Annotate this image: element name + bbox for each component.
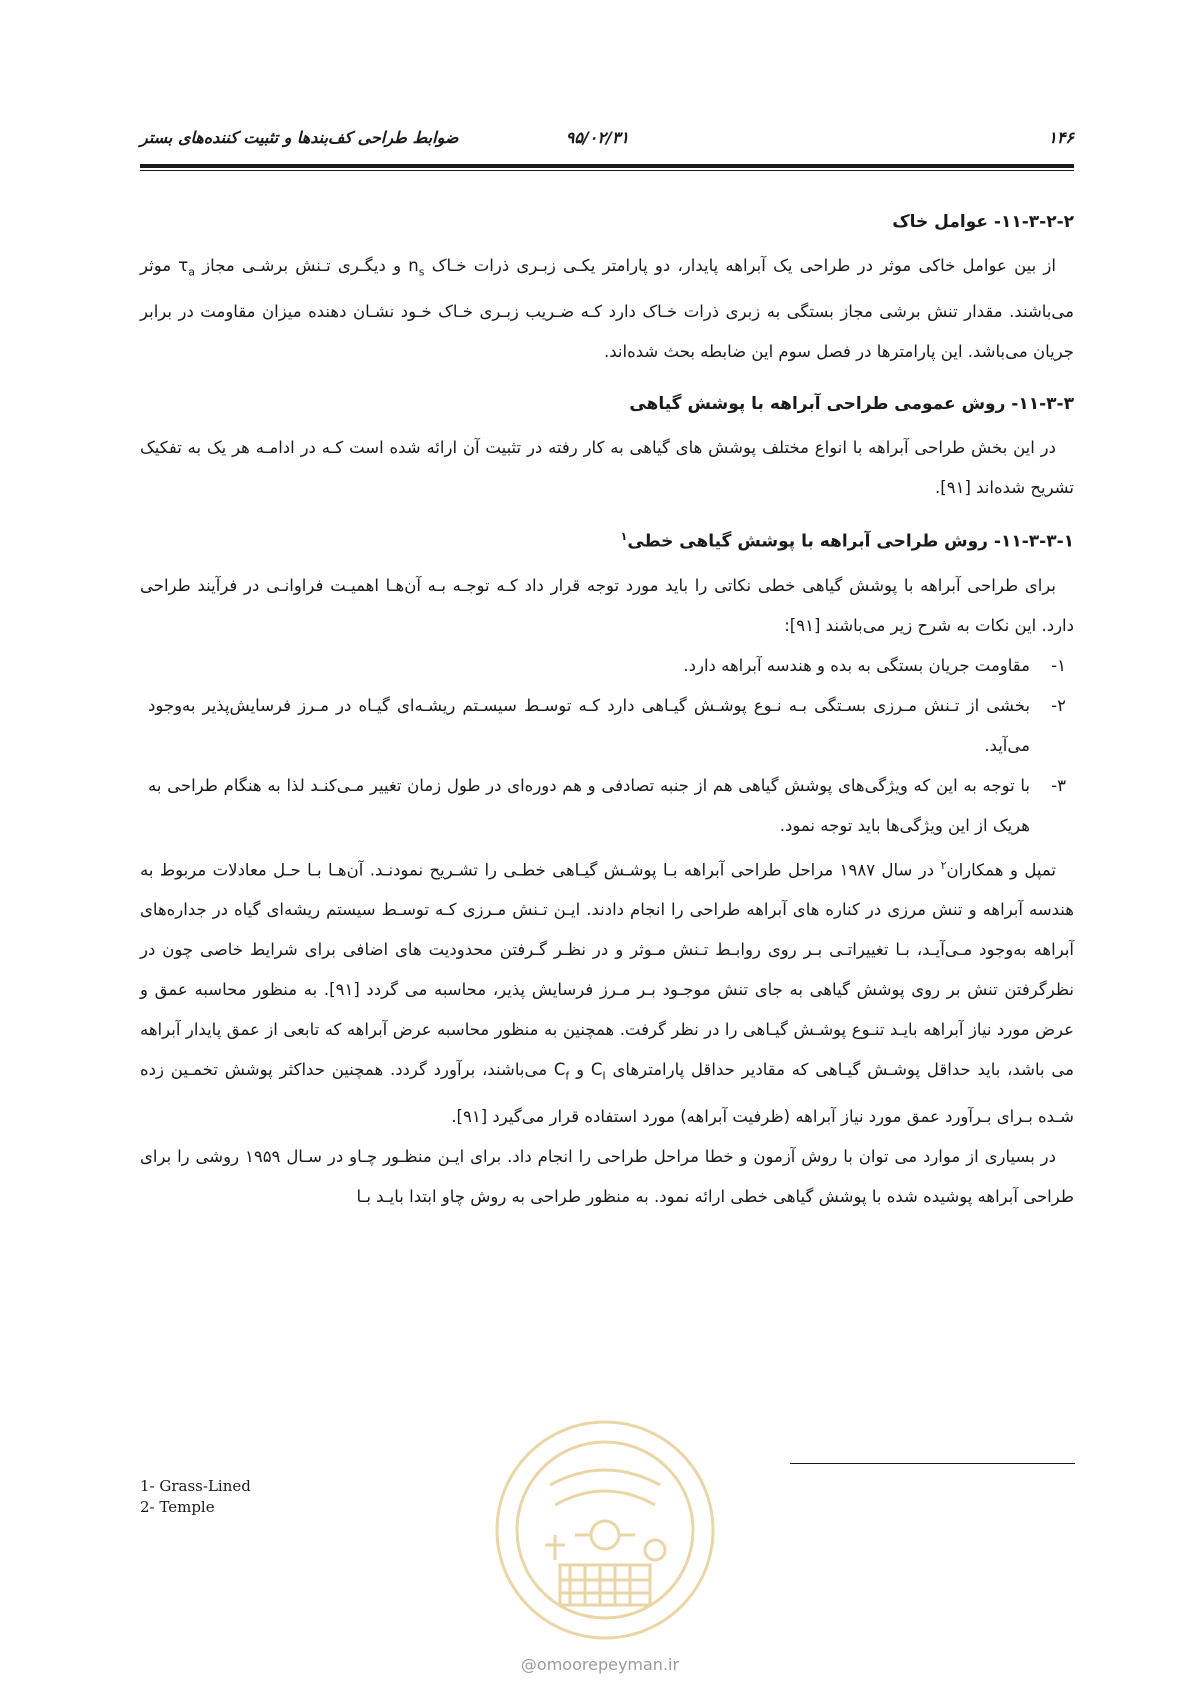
symbol-tau-a: $\tau_a$ bbox=[178, 256, 195, 279]
symbol-ns: $n_s$ bbox=[408, 256, 425, 279]
watermark-text: @omoorepeyman.ir bbox=[520, 1655, 680, 1674]
header-date: ۹۵/۰۲/۳۱ bbox=[565, 128, 629, 147]
footnotes bbox=[140, 1476, 251, 1518]
paragraph-grass-lined-intro: برای طراحی آبراهه با پوشش گیاهی خطی نکاتی را باید مورد توجه قرار داد کـه توجـه بـه آن‌هـا اهمیـت فراوانـی در فرآیند طراحی دارد. این نکات به شرح زیر می‌باشند [۹۱]: bbox=[140, 575, 1074, 635]
watermark-seal-icon bbox=[490, 1415, 720, 1645]
section-heading-soil-factors: ۱۱-۳-۲-۲- عوامل خاک bbox=[892, 212, 1074, 232]
header-title: ضوابط طراحی کف‌بندها و تثبیت کننده‌های بستر bbox=[140, 128, 459, 147]
header-rule-thin bbox=[140, 170, 1074, 171]
page-number: ۱۴۶ bbox=[1048, 128, 1074, 147]
footnote-ref-1: ۱ bbox=[620, 530, 628, 544]
paragraph-soil-factors: از بین عوامل خاکی موثر در طراحی یک آبراهه پایدار، دو پارامتر یکـی زبـری ذرات خـاک $n_s$ و دیگـری تـنش برشـی مجاز $\tau_a$ موثر می‌باشند. مقدار تنش برشی مجاز بستگی به زبری ذرات خـاک دارد کـه ضـریب زبـری خـاک خـود نشـان دهنده میزان مقاومت در برابر جریان می‌باشد. این پارامترها در فصل سوم این ضابطه بحث شده‌اند. bbox=[140, 256, 1074, 362]
list-item: ۲- بخشی از تـنش مـرزی بسـتگی بـه نـوع پوشـش گیـاهی دارد کـه توسـط سیسـتم ریشـه‌ای گیـاه در مـرز فرسایش‌پذیر به‌وجود می‌آید. bbox=[148, 695, 1066, 755]
header-rule-thick bbox=[140, 164, 1074, 168]
section-heading-grass-lined: ۱۱-۳-۳-۱- روش طراحی آبراهه با پوشش گیاهی خطی$^۱$ bbox=[620, 530, 1074, 552]
paragraph-temple-method: تمپل و همکاران$^۲$ در سال ۱۹۸۷ مراحل طراحی آبراهه بـا پوشـش گیـاهی خطـی را تشـریح نمودنـد. آن‌هـا بـا حـل معادلات مربوط به هندسه آبراهه و تنش مرزی در کناره های آبراهه طراحی را انجام دادند. ایـن تـنش مـرزی کـه توسـط سیستم ریشه‌ای گیاه در جداره‌های آبراهه به‌وجود مـی‌آیـد، بـا تغییراتـی بـر روی روابـط تـنش مـوثر و در نظـر گـرفتن محدودیت های اضافی برای شرایط خاصی چون در نظرگرفتن تنش بر روی پوشش گیاهی به جای تنش موجـود بـر مـرز فرسایش پذیر، محاسبه می گردد [۹۱]. به منظور محاسبه عمق و عرض مورد نیاز آبراهه بایـد تنـوع پوشـش گیـاهی را در نظر گرفت. همچنین به منظور محاسبه عرض آبراهه که تابعی از عمق پایدار آبراهه می باشد، باید حداقل پوشـش گیـاهی که مقادیر حداقل پارامترهای $C_I$ و $C_f$ می‌باشند، برآورد گردد. همچنین حداکثر پوشش تخمـین زده شـده بـرای بـرآورد عمق مورد نیاز آبراهه (ظرفیت آبراهه) مورد استفاده قرار می‌گیرد [۹۱]. bbox=[140, 858, 1075, 1126]
section-heading-general-method: ۱۱-۳-۳- روش عمومی طراحی آبراهه با پوشش گیاهی bbox=[629, 394, 1074, 415]
page-content bbox=[140, 212, 1074, 1217]
notes-list bbox=[140, 646, 1074, 846]
footnote-rule bbox=[790, 1463, 1075, 1464]
footnote-ref-2: ۲ bbox=[940, 858, 947, 872]
footnote-1: 1- Grass-Lined bbox=[140, 1477, 251, 1495]
symbol-cf: $C_f$ bbox=[553, 1060, 570, 1083]
list-item: ۳- با توجه به این که ویژگی‌های پوشش گیاهی هم از جنبه تصادفی و هم دوره‌ای در طول زمان تغییر مـی‌کنـد لذا به هنگام طراحی به هریک از این ویژگی‌ها باید توجه نمود. bbox=[148, 775, 1066, 835]
symbol-ci: $C_I$ bbox=[590, 1060, 606, 1083]
paragraph-chow-method: در بسیاری از موارد می توان با روش آزمون و خطا مراحل طراحی را انجام داد. برای ایـن منظـور چـاو در سـال ۱۹۵۹ روشی را برای طراحی آبراهه پوشیده شده با پوشش گیاهی خطی ارائه نمود. به منظور طراحی به روش چاو ابتدا بایـد بـا bbox=[140, 1146, 1074, 1206]
list-item: ۱- مقاومت جریان بستگی به بده و هندسه آبراهه دارد. bbox=[683, 655, 1066, 675]
footnote-2: 2- Temple bbox=[140, 1498, 215, 1516]
page-header bbox=[140, 128, 1074, 158]
paragraph-general-method: در این بخش طراحی آبراهه با انواع مختلف پوشش های گیاهی به کار رفته در تثبیت آن ارائه شده است کـه در ادامـه هر یک به تفکیک تشریح شده‌اند [۹۱]. bbox=[140, 438, 1074, 498]
